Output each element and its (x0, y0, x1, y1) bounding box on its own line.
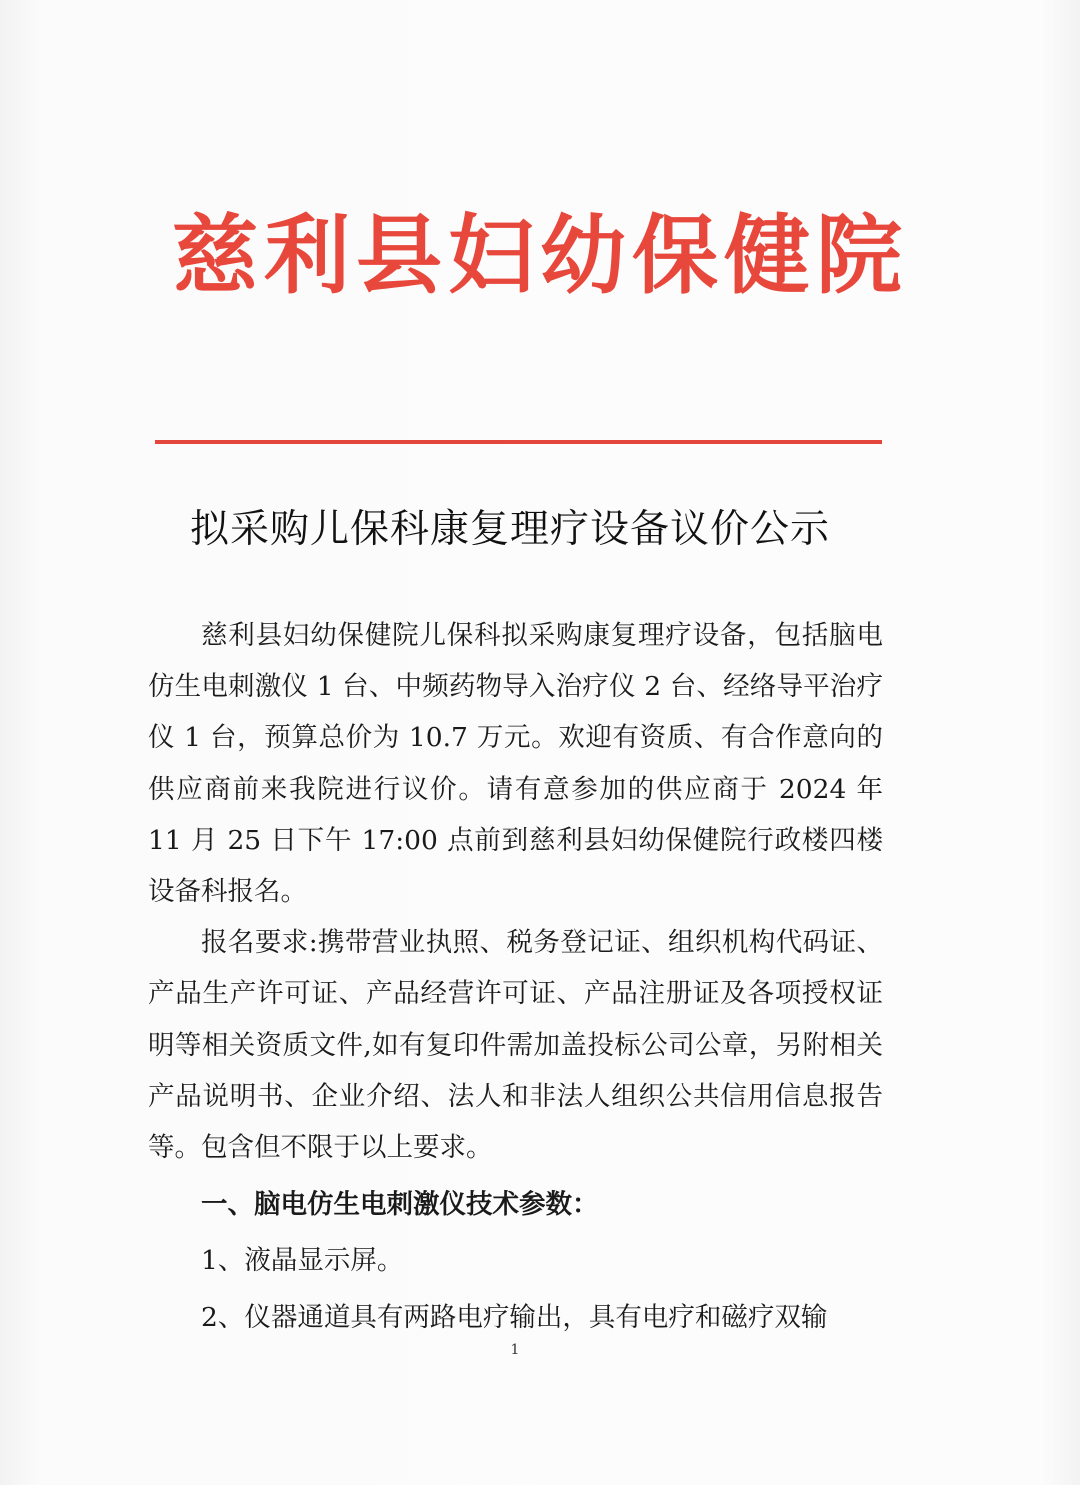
section-heading: 一、脑电仿生电刺激仪技术参数： (201, 1189, 599, 1221)
paragraph-procurement: 慈利县妇幼保健院儿保科拟采购康复理疗设备，包括脑电仿生电刺激仪 1 台、中频药物导入治疗仪 2 台、经络导平治疗仪 1 台，预算总价为 10.7 万元。欢迎有资质、有合作意向的供应商前来我院进行议价。请有意参加的供应商于 2024 年 11 月 25 日下午 17:00 点前到慈利县妇幼保健院行政楼四楼设备科报名。 (148, 620, 883, 908)
list-item: 1、液晶显示屏。 (201, 1245, 404, 1277)
notice-body (148, 610, 883, 1343)
paragraph-requirements: 报名要求:携带营业执照、税务登记证、组织机构代码证、产品生产许可证、产品经营许可证、产品注册证及各项授权证明等相关资质文件,如有复印件需加盖投标公司公章，另附相关产品说明书、企业介绍、法人和非法人组织公共信用信息报告等。包含但不限于以上要求。 (148, 927, 883, 1164)
list-item: 2、仪器通道具有两路电疗输出，具有电疗和磁疗双输 (201, 1301, 828, 1333)
notice-title: 拟采购儿保科康复理疗设备议价公示 (189, 507, 830, 552)
organization-letterhead: 慈利县妇幼保健院 (172, 205, 908, 306)
page-number: 1 (510, 1342, 520, 1358)
letterhead-divider (155, 440, 882, 444)
